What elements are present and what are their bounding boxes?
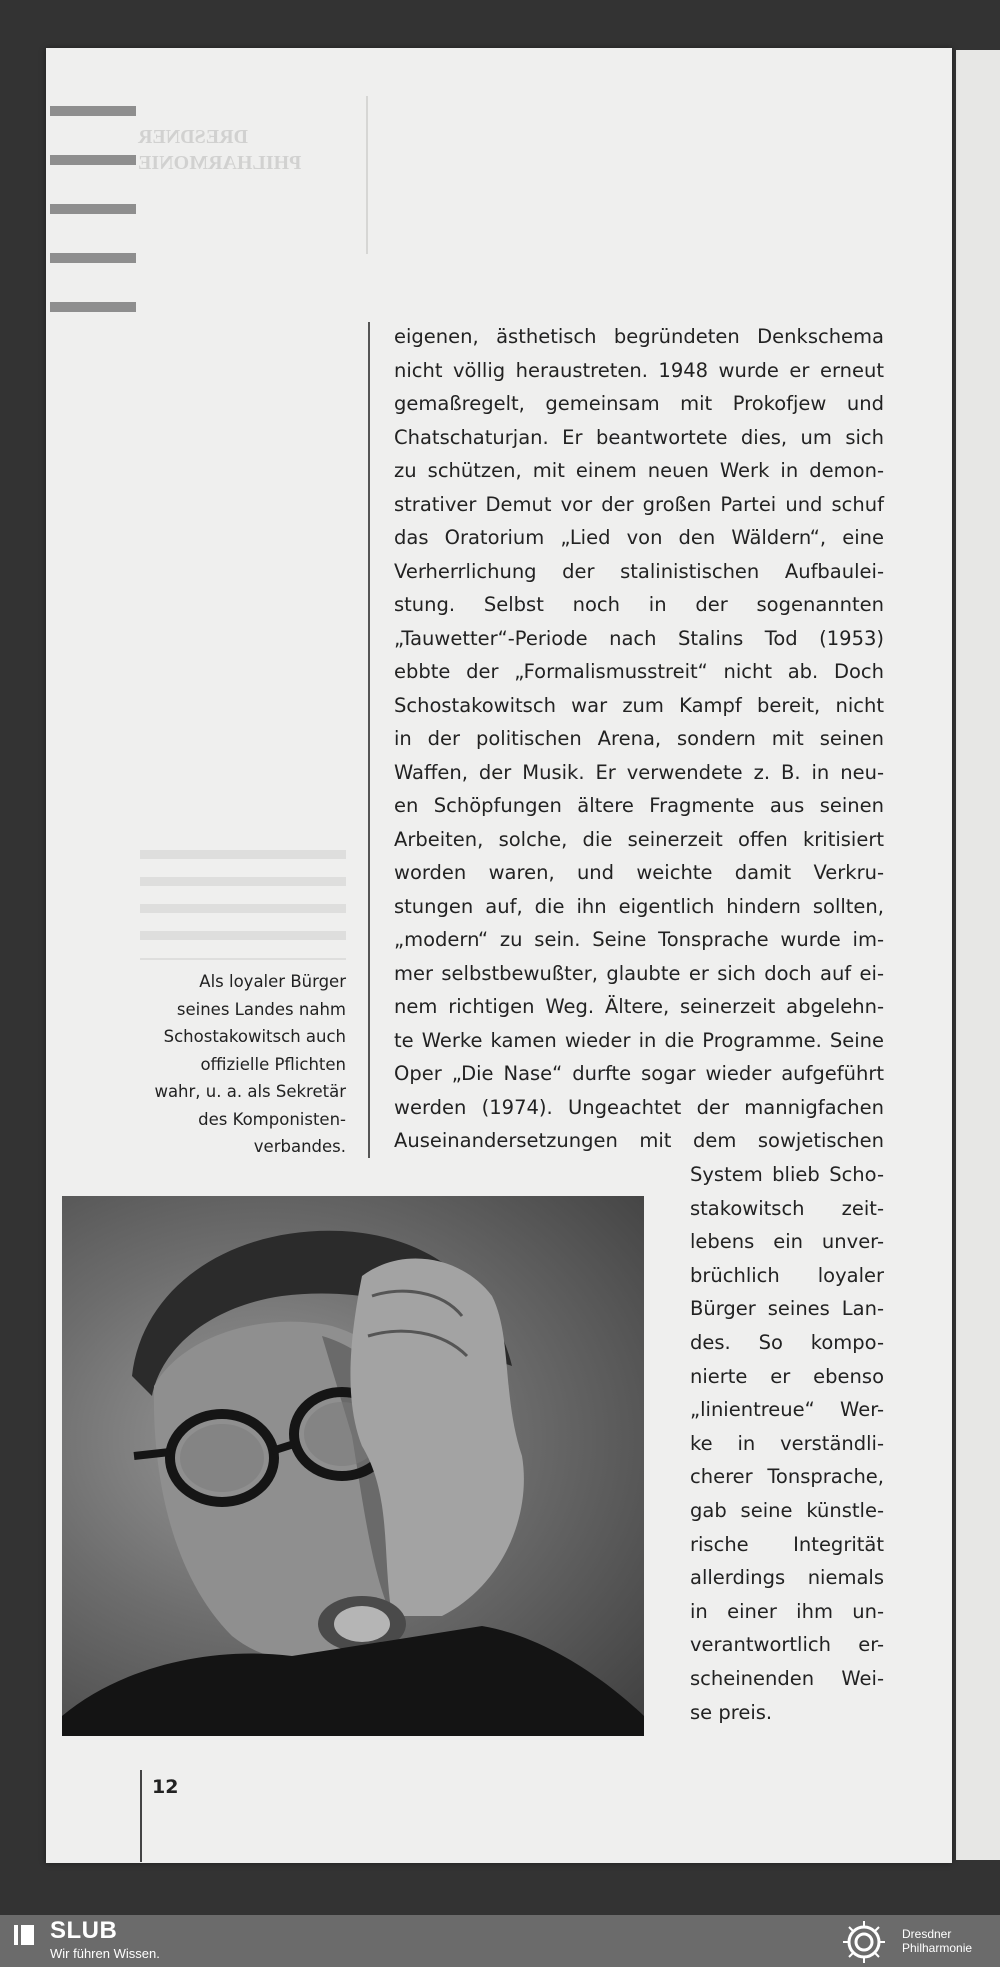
caption-line: Schostakowitsch auch: [163, 1027, 346, 1046]
decorative-stripe: [50, 106, 136, 116]
body-line: en Schöpfungen ältere Fragmente aus seinen: [394, 794, 884, 817]
column-divider: [368, 322, 370, 1158]
caption-line: wahr, u. a. als Sekretär: [154, 1082, 346, 1101]
caption-line: des Komponisten-: [198, 1109, 346, 1129]
body-line: brüchlich loyaler: [690, 1263, 884, 1287]
body-line: Waffen, der Musik. Er verwendete z. B. in neu-: [394, 760, 884, 784]
body-line: Chatschaturjan. Er beantwortete dies, um sich: [394, 425, 884, 449]
caption-line: verbandes.: [253, 1137, 346, 1156]
body-line: eigenen, ästhetisch begründeten Denkschema: [394, 325, 884, 348]
body-line: System blieb Scho-: [690, 1163, 884, 1186]
body-line: te Werke kamen wieder in die Programme. Seine: [394, 1028, 884, 1052]
portrait-illustration: [62, 1196, 644, 1736]
body-line: stungen auf, die ihn eigentlich hindern sollten,: [394, 894, 884, 918]
show-through-logo-line: PHILHARMONIE: [138, 152, 302, 174]
library-name[interactable]: SLUB: [50, 1917, 118, 1944]
body-line: ke in verständli-: [690, 1431, 884, 1455]
show-through-rule: [366, 96, 368, 254]
show-through-text: [140, 850, 346, 960]
body-line: mer selbstbewußter, glaubte er sich doch auf ei-: [394, 961, 884, 985]
body-line: verantwortlich er-: [690, 1633, 884, 1657]
body-line: gemaßregelt, gemeinsam mit Prokofjew und: [394, 392, 884, 415]
body-line: nierte er ebenso: [690, 1364, 884, 1388]
body-line: stung. Selbst noch in der sogenannten: [394, 593, 884, 616]
body-line: in der politischen Arena, sondern mit seinen: [394, 727, 884, 750]
decorative-stripe: [50, 204, 136, 214]
decorative-stripe: [50, 155, 136, 165]
body-line: stakowitsch zeit-: [690, 1196, 884, 1220]
body-line: Verherrlichung der stalinistischen Aufbaulei-: [394, 559, 884, 583]
body-line: Auseinandersetzungen mit dem sowjetischen: [394, 1129, 884, 1152]
body-line: des. So kompo-: [690, 1330, 884, 1354]
body-line: gab seine künstle-: [690, 1498, 884, 1522]
decorative-stripe: [50, 302, 136, 312]
body-line: zu schützen, mit einem neuen Werk in demon-: [394, 459, 884, 482]
orchestra-logo-icon[interactable]: [838, 1919, 890, 1965]
body-text: [394, 320, 884, 1158]
body-line: das Oratorium „Lied von den Wäldern“, eine: [394, 526, 884, 549]
body-line: strativer Demut vor der großen Partei und schuf: [394, 492, 884, 516]
caption-line: offizielle Pflichten: [200, 1054, 346, 1074]
body-line: rische Integrität: [690, 1532, 884, 1556]
body-line: Schostakowitsch war zum Kampf bereit, nicht: [394, 693, 884, 717]
orchestra-name-line: Dresdner: [902, 1927, 952, 1941]
body-line: Bürger seines Lan-: [690, 1297, 884, 1321]
body-line: scheinenden Wei-: [690, 1666, 884, 1690]
page-number-rule: [140, 1770, 142, 1862]
body-line: nicht völlig heraustreten. 1948 wurde er erneut: [394, 358, 884, 382]
show-through-logo: [138, 124, 328, 194]
portrait-photo: [62, 1196, 644, 1736]
decorative-stripe: [50, 253, 136, 263]
body-line: Oper „Die Nase“ durfte sogar wieder aufgeführt: [394, 1062, 884, 1085]
body-line: ebbte der „Formalismusstreit“ nicht ab. Doch: [394, 660, 884, 683]
caption-line: Als loyaler Bürger: [199, 972, 346, 991]
body-line: Arbeiten, solche, die seinerzeit offen kritisiert: [394, 827, 884, 851]
body-line: „modern“ zu sein. Seine Tonsprache wurde im-: [394, 928, 884, 951]
adjacent-page-edge: [956, 50, 1000, 1860]
body-line: allerdings niemals: [690, 1566, 884, 1590]
body-line: se preis.: [690, 1700, 773, 1724]
body-line: werden (1974). Ungeachtet der mannigfachen: [394, 1095, 884, 1119]
body-line: nem richtigen Weg. Ältere, seinerzeit abgelehn-: [394, 995, 884, 1018]
book-icon[interactable]: [12, 1922, 38, 1948]
body-line: „Tauwetter“-Periode nach Stalins Tod (1953): [394, 626, 884, 650]
body-line: „linientreue“ Wer-: [690, 1398, 884, 1422]
body-line: cherer Tonsprache,: [690, 1465, 884, 1489]
body-line: worden waren, und weichte damit Verkru-: [394, 861, 884, 884]
orchestra-name: [902, 1927, 972, 1955]
orchestra-name-line: Philharmonie: [902, 1941, 973, 1955]
show-through-logo-line: DRESDNER: [138, 126, 249, 148]
body-line: in einer ihm un-: [690, 1599, 884, 1623]
body-line: lebens ein unver-: [690, 1230, 884, 1254]
photo-caption: [130, 968, 346, 1161]
library-tagline: Wir führen Wissen.: [50, 1946, 160, 1961]
page-number: 12: [152, 1776, 179, 1798]
wrapped-body-text: [690, 1158, 884, 1729]
caption-line: seines Landes nahm: [176, 999, 346, 1019]
